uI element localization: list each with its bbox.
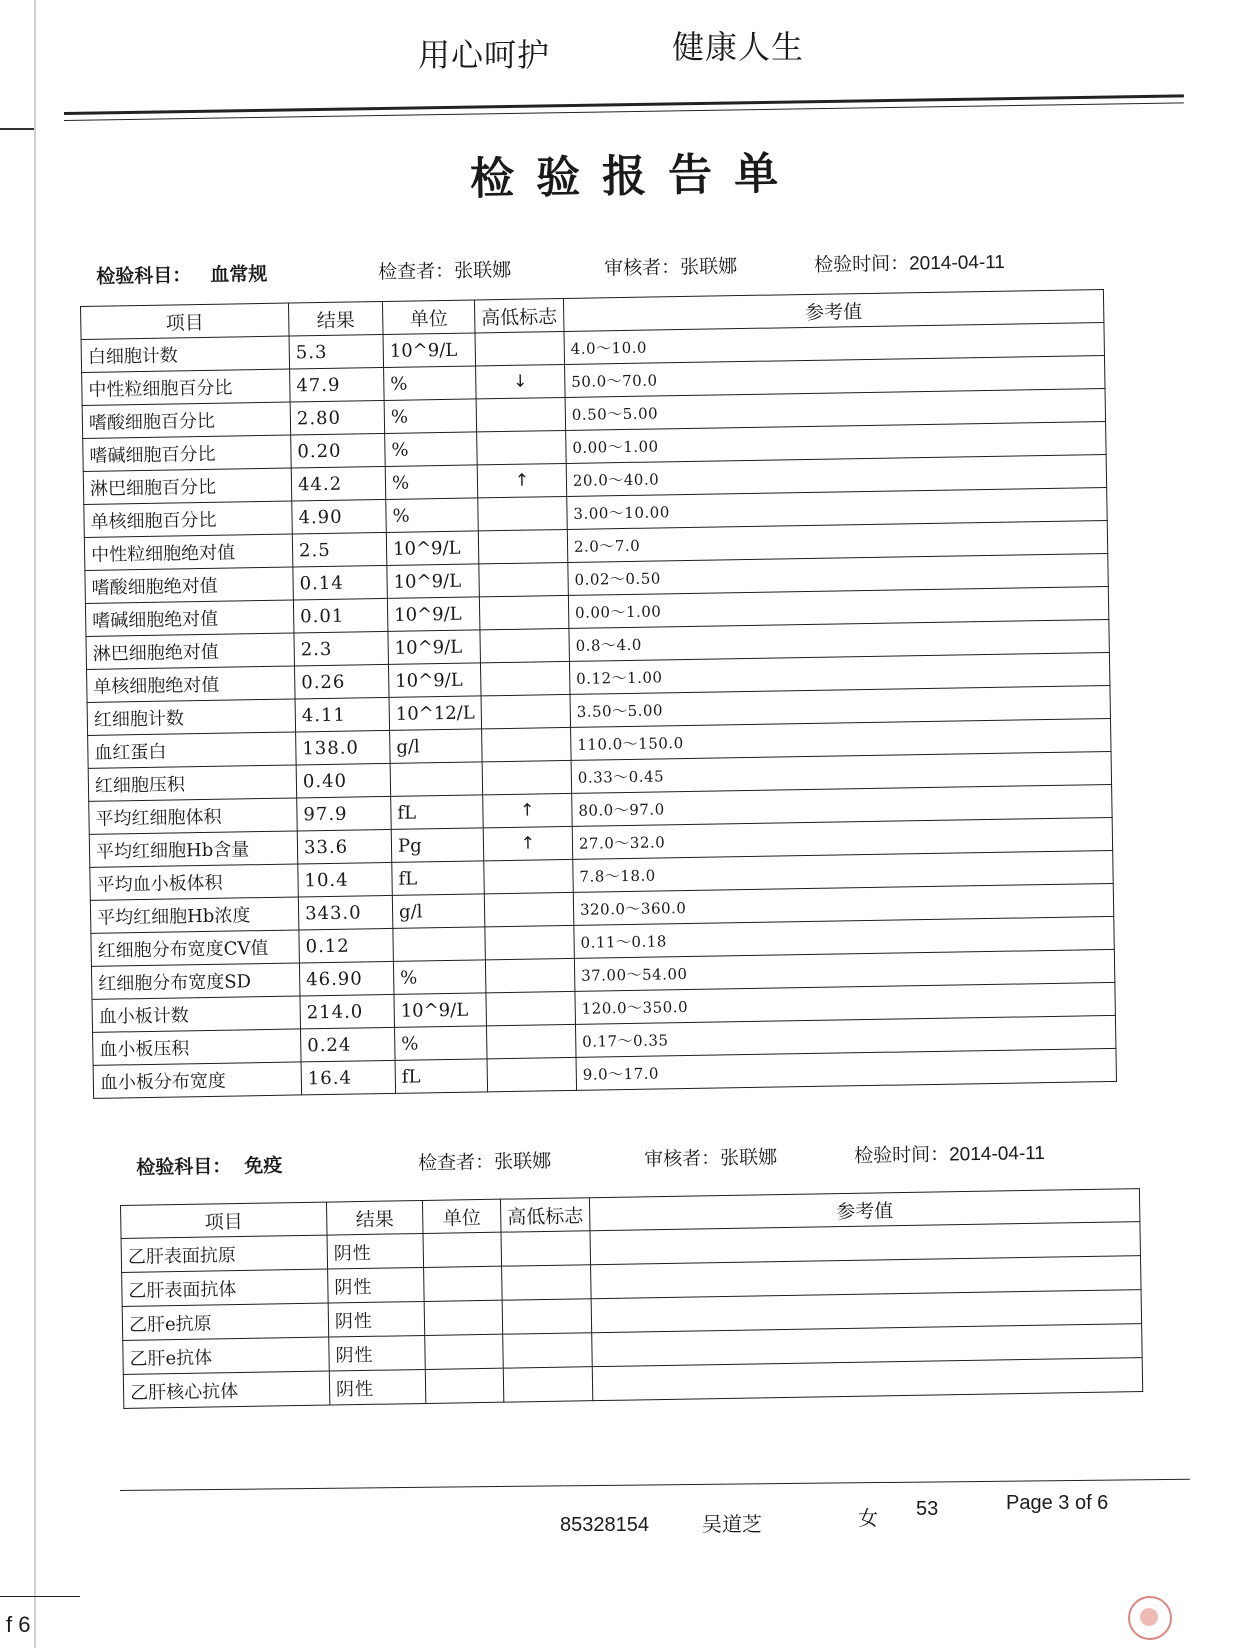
result-value: 138.0 — [296, 730, 391, 765]
unit — [425, 1368, 504, 1403]
high-low-flag: ↑ — [477, 463, 567, 497]
item-name: 淋巴细胞百分比 — [83, 468, 292, 504]
high-low-flag — [502, 1299, 592, 1334]
result-value: 47.9 — [290, 367, 385, 402]
reference-range: 0.8～4.0 — [569, 619, 1109, 661]
slogan-left: 用心呵护 — [418, 36, 551, 74]
result-value: 0.14 — [293, 565, 388, 600]
item-name: 嗜碱细胞绝对值 — [85, 600, 294, 636]
result-value: 4.90 — [292, 499, 387, 534]
high-low-flag — [477, 430, 567, 464]
reference-range: 0.17～0.35 — [575, 1015, 1115, 1057]
item-name: 嗜酸细胞百分比 — [82, 402, 291, 438]
unit — [424, 1300, 503, 1335]
high-low-flag — [501, 1231, 591, 1266]
footer-rule — [120, 1479, 1190, 1491]
high-low-flag — [484, 892, 574, 926]
result-value: 0.24 — [301, 1027, 396, 1062]
item-name: 中性粒细胞百分比 — [82, 369, 291, 405]
high-low-flag — [503, 1333, 593, 1368]
item-name: 乙肝核心抗体 — [123, 1371, 330, 1408]
high-low-flag — [480, 661, 570, 695]
unit: % — [393, 960, 485, 995]
page-number: Page 3 of 6 — [1006, 1492, 1109, 1514]
unit: g/l — [390, 729, 482, 764]
result-value: 2.3 — [294, 631, 389, 666]
col-header-unit: 单位 — [422, 1199, 501, 1233]
high-low-flag — [480, 628, 570, 662]
item-name: 嗜碱细胞百分比 — [83, 435, 292, 471]
high-low-flag — [486, 991, 576, 1025]
high-low-flag: ↑ — [483, 793, 573, 827]
high-low-flag — [479, 595, 569, 629]
high-low-flag: ↓ — [475, 364, 565, 398]
high-low-flag — [487, 1057, 577, 1091]
unit: % — [384, 366, 476, 401]
blood-routine-table — [80, 289, 1117, 1099]
reference-range: 320.0～360.0 — [573, 883, 1113, 925]
reference-range: 0.00～1.00 — [566, 422, 1106, 464]
item-name: 血小板压积 — [93, 1029, 302, 1065]
high-low-flag — [476, 397, 566, 431]
high-low-flag — [485, 958, 575, 992]
unit: % — [385, 432, 477, 467]
reference-range: 20.0～40.0 — [566, 455, 1106, 497]
footer-rule-left — [0, 1596, 80, 1597]
unit — [393, 927, 485, 962]
previous-page-fragment: f 6 — [6, 1612, 31, 1637]
item-name: 红细胞分布宽度CV值 — [91, 930, 300, 966]
result-value: 阴性 — [328, 1301, 425, 1337]
high-low-flag — [478, 529, 568, 563]
patient-id: 85328154 — [560, 1514, 649, 1536]
reference-range: 0.02～0.50 — [568, 553, 1108, 595]
result-value: 46.90 — [299, 961, 394, 996]
col-header-flag: 高低标志 — [474, 298, 564, 332]
dept-value: 血常规 — [210, 263, 268, 287]
result-value: 阴性 — [329, 1369, 426, 1405]
result-value: 4.11 — [295, 697, 390, 732]
high-low-flag — [481, 694, 571, 728]
unit: fL — [395, 1059, 487, 1094]
item-name: 单核细胞百分比 — [84, 501, 293, 537]
item-name: 中性粒细胞绝对值 — [84, 534, 293, 570]
test-date: 检验时间：2014-04-11 — [853, 1142, 1046, 1168]
result-value: 10.4 — [298, 862, 393, 897]
result-value: 214.0 — [300, 994, 395, 1029]
reference-range: 0.33～0.45 — [571, 751, 1111, 793]
unit — [423, 1232, 502, 1267]
result-value: 阴性 — [329, 1335, 426, 1371]
test-date: 检验时间：2014-04-11 — [813, 251, 1006, 277]
unit — [424, 1266, 503, 1301]
high-low-flag — [475, 331, 565, 365]
result-value: 0.40 — [296, 763, 391, 798]
immune-table — [120, 1188, 1143, 1409]
result-value: 44.2 — [291, 466, 386, 501]
col-header-item: 项目 — [121, 1202, 328, 1238]
col-header-reference: 参考值 — [563, 290, 1103, 332]
result-value: 0.12 — [299, 928, 394, 963]
inspector: 检查者：张联娜 — [378, 259, 512, 284]
unit: 10^9/L — [388, 630, 480, 665]
result-value: 2.80 — [290, 400, 385, 435]
item-name: 红细胞计数 — [87, 699, 296, 735]
binder-margin-line — [34, 0, 36, 1648]
col-header-unit: 单位 — [382, 300, 474, 335]
reference-range: 50.0～70.0 — [564, 356, 1104, 398]
high-low-flag — [503, 1367, 593, 1402]
reference-range: 0.00～1.00 — [568, 586, 1108, 628]
item-name: 平均血小板体积 — [90, 864, 299, 900]
reviewer: 审核者：张联娜 — [643, 1146, 778, 1171]
item-name: 白细胞计数 — [81, 336, 290, 372]
unit: Pg — [391, 828, 483, 863]
item-name: 淋巴细胞绝对值 — [86, 633, 295, 669]
item-name: 红细胞分布宽度SD — [91, 963, 300, 999]
unit: % — [395, 1026, 487, 1061]
unit: % — [386, 498, 478, 533]
item-name: 单核细胞绝对值 — [87, 666, 296, 702]
item-name: 乙肝e抗体 — [123, 1337, 330, 1374]
col-header-result: 结果 — [288, 301, 383, 336]
reference-range: 37.00～54.00 — [574, 949, 1114, 991]
col-header-flag: 高低标志 — [500, 1198, 590, 1232]
result-value: 16.4 — [301, 1060, 396, 1095]
immune-section-header — [136, 1136, 1137, 1193]
result-value: 5.3 — [289, 334, 384, 369]
result-value: 阴性 — [327, 1233, 424, 1269]
item-name: 乙肝表面抗原 — [121, 1235, 328, 1272]
reference-range: 0.11～0.18 — [574, 916, 1114, 958]
reference-range: 2.0～7.0 — [567, 520, 1107, 562]
col-header-result: 结果 — [326, 1200, 423, 1235]
reference-range: 4.0～10.0 — [564, 323, 1104, 365]
unit — [425, 1334, 504, 1369]
high-low-flag — [502, 1265, 592, 1300]
seal-stamp-icon — [1128, 1596, 1172, 1640]
high-low-flag — [482, 760, 572, 794]
item-name: 乙肝表面抗体 — [122, 1269, 329, 1306]
dept-value: 免疫 — [244, 1154, 283, 1178]
high-low-flag — [485, 925, 575, 959]
reviewer: 审核者：张联娜 — [603, 255, 738, 280]
reference-range: 7.8～18.0 — [573, 850, 1113, 892]
reference-range: 0.12～1.00 — [569, 652, 1109, 694]
slogan-right: 健康人生 — [672, 28, 805, 66]
reference-range: 0.50～5.00 — [565, 389, 1105, 431]
item-name: 乙肝e抗原 — [122, 1303, 329, 1340]
reference-range: 120.0～350.0 — [575, 982, 1115, 1024]
result-value: 0.01 — [293, 598, 388, 633]
col-header-reference: 参考值 — [589, 1189, 1139, 1231]
item-name: 血小板计数 — [92, 996, 301, 1032]
reference-range: 3.00～10.00 — [567, 488, 1107, 530]
patient-name: 吴道芝 — [702, 1512, 762, 1536]
result-value: 97.9 — [297, 796, 392, 831]
high-low-flag — [484, 859, 574, 893]
high-low-flag — [481, 727, 571, 761]
item-name: 血红蛋白 — [88, 732, 297, 768]
result-value: 0.26 — [294, 664, 389, 699]
unit: % — [385, 465, 477, 500]
unit: 10^9/L — [383, 333, 475, 368]
unit: 10^9/L — [387, 564, 479, 599]
reference-range: 27.0～32.0 — [572, 817, 1112, 859]
col-header-item: 项目 — [81, 303, 290, 339]
inspector: 检查者：张联娜 — [418, 1150, 552, 1175]
unit: 10^9/L — [388, 663, 480, 698]
item-name: 平均红细胞体积 — [89, 798, 298, 834]
dept-label: 检验科目： — [96, 264, 192, 288]
unit: % — [384, 399, 476, 434]
result-value: 33.6 — [297, 829, 392, 864]
reference-range: 3.50～5.00 — [570, 685, 1110, 727]
dept-label: 检验科目： — [136, 1155, 232, 1179]
result-value: 阴性 — [328, 1267, 425, 1303]
high-low-flag — [479, 562, 569, 596]
unit: 10^9/L — [394, 993, 486, 1028]
patient-age: 53 — [916, 1498, 939, 1520]
unit — [390, 762, 482, 797]
unit: 10^9/L — [386, 531, 478, 566]
patient-sex: 女 — [858, 1506, 878, 1530]
result-value: 2.5 — [292, 532, 387, 567]
reference-range: 80.0～97.0 — [572, 784, 1112, 826]
unit: g/l — [392, 894, 484, 929]
item-name: 血小板分布宽度 — [93, 1062, 302, 1098]
item-name: 平均红细胞Hb含量 — [89, 831, 298, 867]
unit: fL — [392, 861, 484, 896]
item-name: 平均红细胞Hb浓度 — [90, 897, 299, 933]
margin-rule — [0, 128, 34, 130]
result-value: 343.0 — [298, 895, 393, 930]
reference-range: 110.0～150.0 — [570, 718, 1110, 760]
unit: 10^12/L — [389, 696, 481, 731]
high-low-flag: ↑ — [483, 826, 573, 860]
report-title: 检验报告单 — [469, 148, 801, 205]
unit: 10^9/L — [387, 597, 479, 632]
high-low-flag — [478, 496, 568, 530]
high-low-flag — [486, 1024, 576, 1058]
reference-range: 9.0～17.0 — [576, 1048, 1116, 1090]
unit: fL — [391, 795, 483, 830]
result-value: 0.20 — [291, 433, 386, 468]
item-name: 嗜酸细胞绝对值 — [85, 567, 294, 603]
item-name: 红细胞压积 — [88, 765, 297, 801]
